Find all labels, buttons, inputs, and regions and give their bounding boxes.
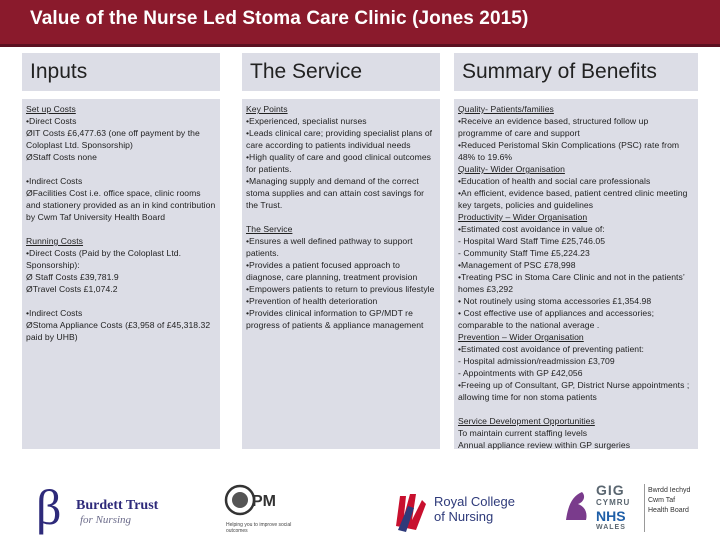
text-line: Ø Staff Costs £39,781.9 xyxy=(26,272,119,282)
nhs-wales: WALES xyxy=(596,524,626,531)
text-line: ØStoma Appliance Costs (£3,958 of £45,318.32 paid by UHB) xyxy=(26,320,211,342)
text-line: •Indirect Costs xyxy=(26,308,83,318)
nhs-cymru: CYMRU xyxy=(596,498,631,507)
rcn-line1: Royal College xyxy=(434,494,515,509)
text-line: •Education of health and social care professionals xyxy=(458,176,651,186)
rcn-text xyxy=(434,494,515,524)
text-line: •High quality of care and good clinical outcomes for patients. xyxy=(246,152,432,174)
text-line: • Not routinely using stoma accessories £1,354.98 xyxy=(458,296,652,306)
text-line: • Cost effective use of appliances and accessories; comparable to the national average . xyxy=(458,308,655,330)
benefits-column xyxy=(454,53,698,449)
section-heading: Running Costs xyxy=(26,236,84,246)
service-heading: The Service xyxy=(242,53,440,91)
board-line3: Health Board xyxy=(648,507,689,514)
text-line: Annual appliance review within GP surgeries xyxy=(458,440,631,450)
rcn-logo xyxy=(392,480,532,540)
section-heading: Key Points xyxy=(246,104,288,114)
text-line: ØStaff Costs none xyxy=(26,152,97,162)
board-line1: Bwrdd Iechyd xyxy=(648,487,691,494)
nhs-gig: GIG xyxy=(596,482,625,498)
text-line: •Management of PSC £78,998 xyxy=(458,260,576,270)
section-heading: Quality- Patients/families xyxy=(458,104,554,114)
section-heading: Service Development Opportunities xyxy=(458,416,595,426)
board-line2: Cwm Taf xyxy=(648,497,676,504)
text-line: •Empowers patients to return to previous lifestyle xyxy=(246,284,435,294)
inputs-column xyxy=(22,53,220,449)
text-line: ØIT Costs £6,477.63 (one off payment by the Coloplast Ltd. Sponsorship) xyxy=(26,128,200,150)
text-line: •Indirect Costs xyxy=(26,176,83,186)
opm-logo xyxy=(222,480,322,540)
text-line: •Freeing up of Consultant, GP, District Nurse appointments ; allowing time for non stoma patients xyxy=(458,380,690,402)
text-line: •Ensures a well defined pathway to support patients. xyxy=(246,236,413,258)
text-line: •Leads clinical care; providing specialist plans of care according to patients individual needs xyxy=(246,128,433,150)
text-line: •Direct Costs (Paid by the Coloplast Ltd. Sponsorship): xyxy=(26,248,182,270)
text-line: •Provides a patient focused approach to diagnose, care planning, treatment provision xyxy=(246,260,418,282)
rcn-hands-icon xyxy=(392,486,430,534)
opm-tagline: Helping you to improve social outcomes xyxy=(226,522,292,534)
spacer xyxy=(458,403,694,415)
section-heading: Set up Costs xyxy=(26,104,76,114)
title-bar xyxy=(0,0,720,47)
text-line: •An efficient, evidence based, patient centred clinic meeting key targets, policies and guidelines xyxy=(458,188,688,210)
text-line: •Experienced, specialist nurses xyxy=(246,116,367,126)
service-column xyxy=(242,53,440,449)
svg-text:PM: PM xyxy=(252,493,276,510)
opm-mark-icon xyxy=(222,480,282,520)
text-line: •Estimated cost avoidance of preventing patient: xyxy=(458,344,644,354)
text-line: •Estimated cost avoidance in value of: xyxy=(458,224,605,234)
text-line: •Reduced Peristomal Skin Complications (PSC) rate from 48% to 19.6% xyxy=(458,140,680,162)
section-heading: Quality- Wider Organisation xyxy=(458,164,565,174)
section-heading: Prevention – Wider Organisation xyxy=(458,332,584,342)
text-line: - Hospital admission/readmission £3,709 xyxy=(458,356,615,366)
spacer xyxy=(246,211,436,223)
spacer xyxy=(26,163,216,175)
rcn-line2: of Nursing xyxy=(434,509,494,524)
text-line: - Appointments with GP £42,056 xyxy=(458,368,583,378)
text-line: •Treating PSC in Stoma Care Clinic and not in the patients’ homes £3,292 xyxy=(458,272,685,294)
logo-strip xyxy=(0,480,720,540)
service-body xyxy=(242,99,440,449)
spacer xyxy=(26,223,216,235)
spacer xyxy=(26,295,216,307)
inputs-body xyxy=(22,99,220,449)
section-heading: Productivity – Wider Organisation xyxy=(458,212,588,222)
text-line: •Prevention of health deterioration xyxy=(246,296,378,306)
nhs-wales-logo xyxy=(560,480,710,540)
text-line: •Managing supply and demand of the correct stoma supplies and can attain cost savings for the Trust. xyxy=(246,176,425,210)
health-board-name xyxy=(648,486,708,516)
text-line: •Receive an evidence based, structured follow up programme of care and support xyxy=(458,116,649,138)
benefits-heading: Summary of Benefits xyxy=(454,53,698,91)
burdett-line1: Burdett Trust xyxy=(76,498,159,513)
burdett-line2: for Nursing xyxy=(80,514,132,526)
text-line: •Direct Costs xyxy=(26,116,77,126)
section-heading: The Service xyxy=(246,224,293,234)
text-line: To maintain current staffing levels xyxy=(458,428,588,438)
text-line: •Provides clinical information to GP/MDT re progress of patients & appliance management xyxy=(246,308,424,330)
beta-symbol-icon: β xyxy=(36,479,62,535)
text-line: - Community Staff Time £5,224.23 xyxy=(458,248,590,258)
text-line: - Hospital Ward Staff Time £25,746.05 xyxy=(458,236,606,246)
dragon-emblem-icon xyxy=(562,486,592,526)
inputs-heading: Inputs xyxy=(22,53,220,91)
nhs-nhs: NHS xyxy=(596,508,626,524)
logo-divider xyxy=(644,484,645,532)
page-title: Value of the Nurse Led Stoma Care Clinic (Jones 2015) xyxy=(30,8,529,29)
text-line: ØTravel Costs £1,074.2 xyxy=(26,284,118,294)
burdett-trust-logo xyxy=(28,480,178,540)
benefits-body xyxy=(454,99,698,449)
text-line: ØFacilities Cost i.e. office space, clinic rooms and stationery provided as an in kind contribution by Cwm Taf University Health Board xyxy=(26,188,216,222)
